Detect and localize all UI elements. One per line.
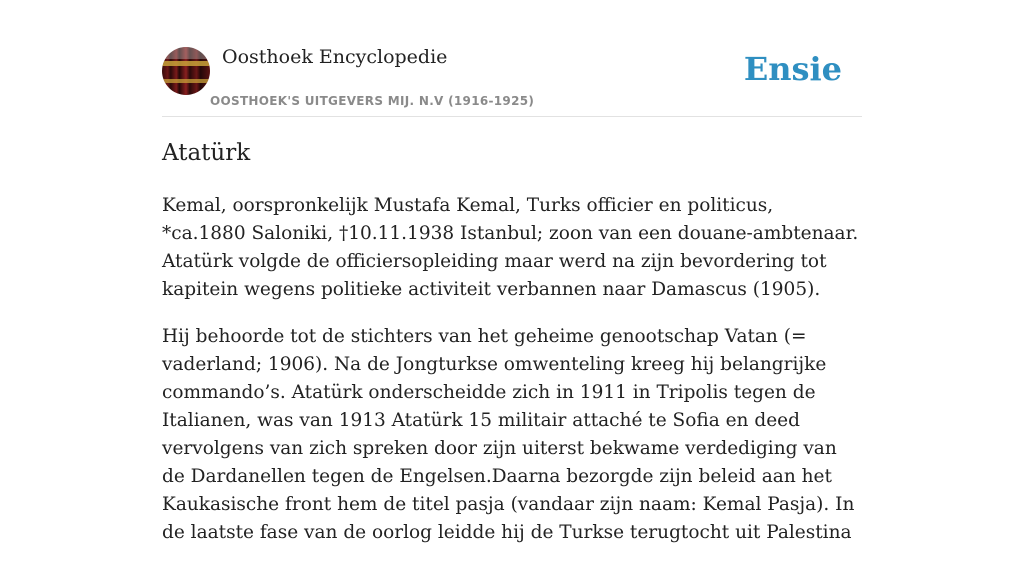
publisher-label: OOSTHOEK'S UITGEVERS MIJ. N.V (1916-1925) <box>210 94 535 108</box>
article-body <box>162 192 862 566</box>
article-paragraph: Hij behoorde tot de stichters van het geheime genootschap Vatan (= vaderland; 1906). Na de Jongturkse omwenteling kreeg hij belangrijke commando’s. Atatürk onderscheidde zich in 1911 in Tripolis tegen de Italianen, was van 1913 Atatürk 15 militair attaché te Sofia en deed vervolgens van zich spreken door zijn uiterst bekwame verdediging van de Dardanellen tegen de Engelsen.Daarna bezorgde zijn beleid aan het Kaukasische front hem de titel pasja (vandaar zijn naam: Kemal Pasja). In de laatste fase van de oorlog leidde hij de Turkse terugtocht uit Palestina <box>162 326 855 543</box>
avatar-band <box>162 79 210 83</box>
avatar-shine <box>162 47 210 59</box>
site-name-link[interactable]: Oosthoek Encyclopedie <box>222 46 448 68</box>
avatar-band <box>162 61 210 66</box>
article-title: Atatürk <box>162 140 251 166</box>
encyclopedia-avatar[interactable] <box>162 47 210 95</box>
page-container <box>162 0 862 543</box>
site-header <box>162 0 862 117</box>
ensie-logo-link[interactable]: Ensie <box>743 50 842 88</box>
article-paragraph: Kemal, oorspronkelijk Mustafa Kemal, Turks officier en politicus, *ca.1880 Saloniki, †10.11.1938 Istanbul; zoon van een douane-ambtenaar. Atatürk volgde de officiersopleiding maar werd na zijn bevordering tot kapitein wegens politieke activiteit verbannen naar Damascus (1905). <box>162 195 859 300</box>
